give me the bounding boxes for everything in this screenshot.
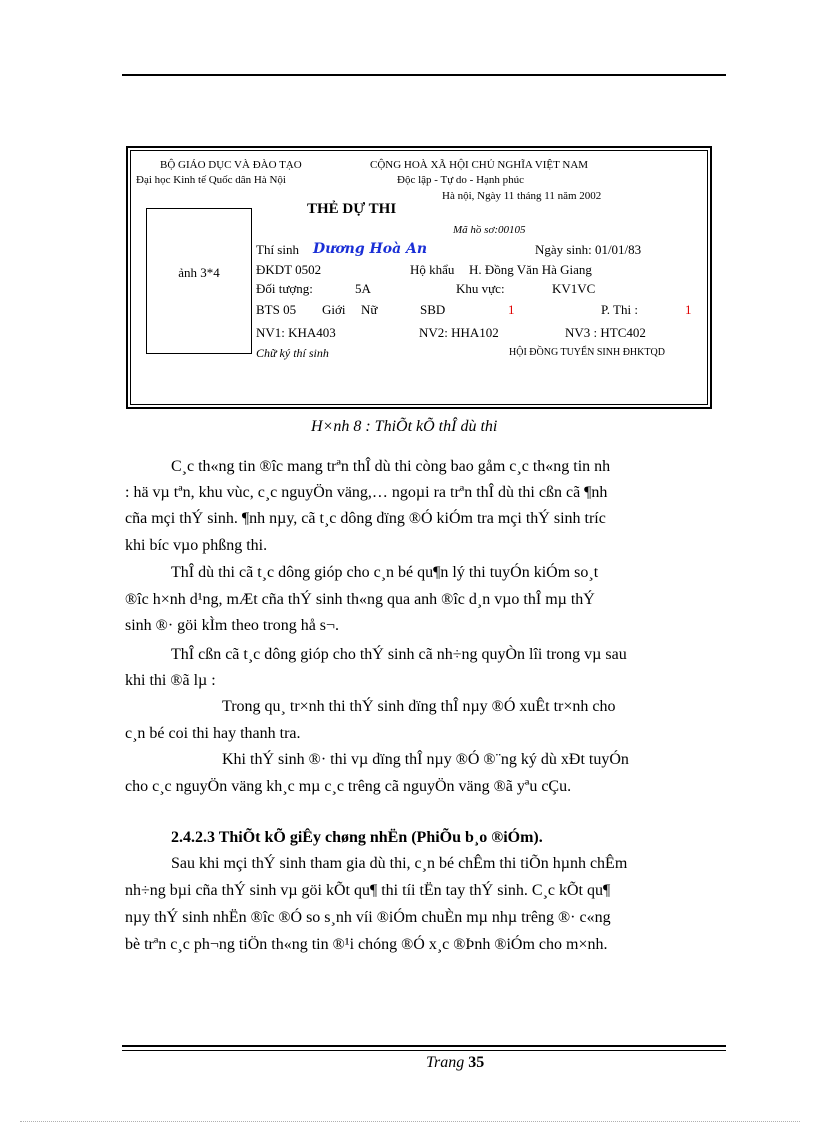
paragraph-2-line-1: ThÎ dù thi cã t¸c dông gióp cho c¸n bé qu¶n lý thi tuyÓn kiÓm so¸t xyxy=(171,564,599,581)
sbd-label: SBD xyxy=(420,302,446,317)
paragraph-5-line-2: cho c¸c nguyÖn väng kh¸c mµ c¸c trêng cã nguyÖn väng ®ã yªu cÇu. xyxy=(125,778,572,795)
paragraph-3-line-2: khi thi ®ã lµ : xyxy=(125,672,216,689)
paragraph-6-line-1: Sau khi mçi thÝ sinh tham gia dù thi, c¸n bé chÊm thi tiÕn hµnh chÊm xyxy=(171,855,628,872)
header-rule xyxy=(122,74,726,76)
paragraph-5-line-1: Khi thÝ sinh ®· thi vµ dïng thÎ nµy ®Ó ®¨ng ký dù xÐt tuyÓn xyxy=(222,751,629,768)
paragraph-6-line-3: nµy thÝ sinh nhËn ®îc ®Ó so s¸nh víi ®iÓm chuÈn mµ nhµ trêng ®· c«ng xyxy=(125,909,611,926)
paragraph-4-line-2: c¸n bé coi thi hay thanh tra. xyxy=(125,725,301,742)
card-motto: Độc lập - Tự do - Hạnh phúc xyxy=(397,174,525,186)
page-edge xyxy=(20,1121,800,1122)
room-value: 1 xyxy=(685,302,692,317)
paragraph-1-line-1: C¸c th«ng tin ®îc mang trªn thÎ dù thi còng bao gåm c¸c th«ng tin nh xyxy=(171,458,611,475)
figure-caption: H×nh 8 : ThiÕt kÕ thÎ dù thi xyxy=(311,418,498,435)
photo-label: ảnh 3*4 xyxy=(178,265,220,280)
paragraph-3-line-1: ThÎ cßn cã t¸c dông gióp cho thÝ sinh cã nh÷ng quyÒn lîi trong vµ sau xyxy=(171,646,627,663)
paragraph-2-line-2: ®îc h×nh d¹ng, mÆt cña thÝ sinh th«ng qua anh ®îc d¸n vµo thÎ mµ thÝ xyxy=(125,591,595,608)
paragraph-4-line-1: Trong qu¸ tr×nh thi thÝ sinh dïng thÎ nµy ®Ó xuÊt tr×nh cho xyxy=(222,698,616,715)
paragraph-1-line-2: : hä vµ tªn, khu vùc, c¸c nguyÖn väng,… ngoµi ra trªn thÎ dù thi cßn cã ¶nh xyxy=(125,484,608,501)
object-value: 5A xyxy=(355,281,371,296)
area-label: Khu vực: xyxy=(456,281,505,296)
bts: BTS 05 xyxy=(256,302,297,317)
gender-value: Nữ xyxy=(361,302,378,317)
paragraph-6-line-4: bè trªn c¸c ph¬ng tiÖn th«ng tin ®¹i chóng ®Ó x¸c ®Þnh ®iÓm cho m×nh. xyxy=(125,936,608,953)
registration-code: ĐKDT 0502 xyxy=(256,262,322,277)
paragraph-1-line-3: cña mçi thÝ sinh. ¶nh nµy, cã t¸c dông dïng ®Ó kiÓm tra mçi thÝ sinh tríc xyxy=(125,510,606,527)
footer-rule-thin xyxy=(122,1050,726,1051)
candidate-name: Dương Hoà An xyxy=(313,241,428,257)
card-title: THẺ DỰ THI xyxy=(307,201,397,217)
area-value: KV1VC xyxy=(552,281,596,296)
photo-placeholder xyxy=(146,208,252,354)
page-label: Trang xyxy=(426,1054,465,1071)
wish-3: NV3 : HTC402 xyxy=(565,325,646,340)
card-republic: CỘNG HOÀ XÃ HỘI CHỦ NGHĨA VIỆT NAM xyxy=(370,159,589,171)
paragraph-1-line-4: khi bíc vµo phßng thi. xyxy=(125,537,268,554)
page-footer xyxy=(426,1054,484,1072)
card-file-number: Mã hồ sơ:00105 xyxy=(453,224,526,236)
wish-2: NV2: HHA102 xyxy=(419,325,499,340)
paragraph-6-line-2: nh÷ng bµi cña thÝ sinh vµ göi kÕt qu¶ thi tíi tËn tay thÝ sinh. C¸c kÕt qu¶ xyxy=(125,882,611,899)
sbd-value: 1 xyxy=(508,302,515,317)
card-ministry: BỘ GIÁO DỤC VÀ ĐÀO TẠO xyxy=(160,159,302,171)
footer-rule-thick xyxy=(122,1045,726,1047)
page-number: 35 xyxy=(468,1054,485,1071)
date-of-birth: Ngày sinh: 01/01/83 xyxy=(535,242,642,257)
card-university: Đại học Kinh tế Quốc dân Hà Nội xyxy=(136,174,286,186)
object-label: Đối tượng: xyxy=(256,281,313,296)
household-label: Hộ khẩu xyxy=(410,262,455,277)
wish-1: NV1: KHA403 xyxy=(256,325,336,340)
household-value: H. Đồng Văn Hà Giang xyxy=(469,262,592,277)
card-date: Hà nội, Ngày 11 tháng 11 năm 2002 xyxy=(442,190,602,202)
candidate-signature: Chữ ký thí sinh xyxy=(256,346,329,360)
candidate-label: Thí sinh xyxy=(256,242,299,257)
admission-council: HỘI ĐỒNG TUYỂN SINH ĐHKTQD xyxy=(509,347,665,358)
gender-label: Giới xyxy=(322,302,346,317)
section-heading: 2.4.2.3 ThiÕt kÕ giÊy chøng nhËn (PhiÕu b¸o ®iÓm). xyxy=(171,829,543,846)
room-label: P. Thi : xyxy=(601,302,638,317)
paragraph-2-line-3: sinh ®· göi kÌm theo trong hå s¬. xyxy=(125,617,340,634)
